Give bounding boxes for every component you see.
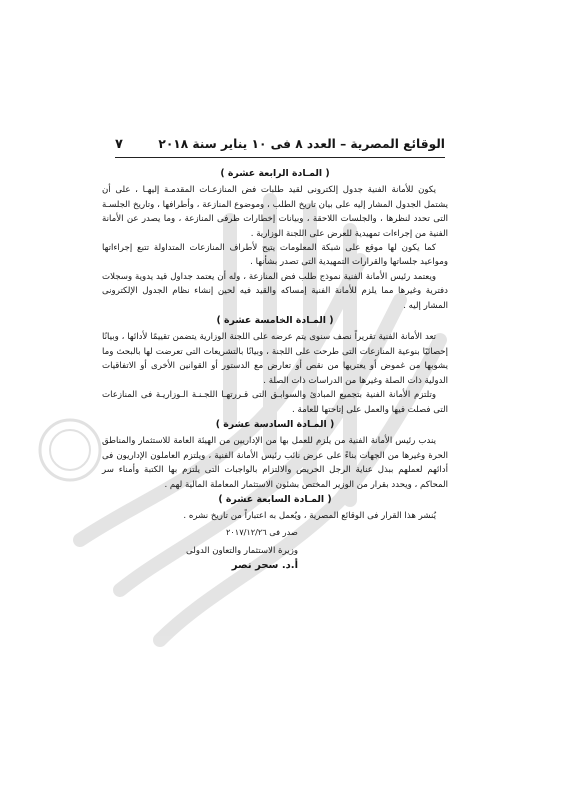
article-14 — [102, 167, 448, 313]
paragraph: كما يكون لها موقع على شبكة المعلومات يتيح لأطراف المنازعات المتداولة تتبع إجراءاتها ومواعيد جلساتها والقرارات التمهيدية التى تصدر بشأنها . — [102, 243, 448, 268]
paragraph: تعد الأمانة الفنية تقريراً نصف سنوى يتم عرضه على اللجنة الوزارية يتضمن تقييمًا لأدائها ، وبيانًا إحصائيًا بنوعية المنازعات التى طرحت على اللجنة ، وبيانًا بالتشريعات التى تعرضت لها بالبحث وما يشوبها من غموض أو يعتريها من نقص أو تعارض مع الدستور أو القوانين الأخرى أو الاتفاقيات الدولية ذات الصلة وغيرها من الدراسات ذات الصلة . — [102, 332, 448, 386]
paragraph: ويعتمد رئيس الأمانة الفنية نموذج طلب فض المنازعة ، وله أن يعتمد جداول قيد يدوية وسجلات دفترية وغيرها مما يلزم للأمانة الفنية إمساكه والقيد فيه لحين إنشاء نظام الجدول الإلكترونى المشار إليه . — [102, 271, 448, 311]
header-divider — [115, 157, 445, 158]
signatory-name: أ.د. سحر نصر — [231, 560, 298, 572]
article-heading: ( المـادة السادسة عشرة ) — [215, 418, 335, 430]
article-17 — [102, 493, 448, 524]
issue-date: صدر فى ٢٠١٧/١٢/٢٦ — [226, 526, 298, 537]
article-15 — [102, 314, 448, 417]
signature-block — [102, 544, 448, 573]
page-header — [115, 134, 445, 154]
paragraph: وتلتزم الأمانة الفنية بتجميع المبادئ والسوابـق التى قـررتهـا اللجـنـة الـوزاريـة فى المنازعات التى فصلت فيها والعمل على إتاحتها للعامة . — [102, 390, 448, 415]
page-number: ٧ — [115, 136, 123, 152]
paragraph: يندب رئيس الأمانة الفنية من يلزم للعمل بها من الإداريين من الهيئة العامة للاستثمار والمناطق الحرة وغيرها من الجهات بناءً على عرض نائب رئيس الأمانة الفنية ، ويلتزم العاملون الإداريون فى أدائهم لعملهم ببذل عناية الرجل الحريص والالتزام بالواجبات التى يلتزم بها الكتبة وأمناء سر المحاكم ، ويحدد بقرار من الوزير المختص بشئون الاستثمار المعاملة المالية لهم . — [102, 436, 448, 490]
publication-title: الوقائع المصرية – العدد ٨ فى ١٠ يناير سنة ٢٠١٨ — [158, 137, 445, 151]
article-heading: ( المـادة الرابعة عشرة ) — [220, 168, 330, 179]
paragraph: يُنشر هذا القرار فى الوقائع المصرية ، ويُعمل به اعتباراً من تاريخ نشره . — [183, 511, 436, 522]
signatory-title: وزيرة الاستثمار والتعاون الدولى — [186, 546, 298, 557]
article-16 — [102, 418, 448, 492]
paragraph: يكون للأمانة الفنية جدول إلكترونى لقيد طلبات فض المنازعـات المقدمـة إليهـا ، على أن يشتمل الجدول المشار إليه على بيان تاريخ الطلب ، وموضوع المنازعة ، وأطرافها ، وتاريخ الجلسـة التى تحدد لنظرها ، والجلسات اللاحقة ، وبيانات إخطارات طرفى المنازعة ، وما يصدر عن الأمانة الفنية من إجراءات تمهيدية للعرض على اللجنة الوزارية . — [102, 185, 448, 239]
article-heading: ( المـادة السابعة عشرة ) — [218, 493, 332, 505]
article-heading: ( المـادة الخامسة عشرة ) — [216, 315, 334, 327]
document-body — [102, 166, 448, 573]
